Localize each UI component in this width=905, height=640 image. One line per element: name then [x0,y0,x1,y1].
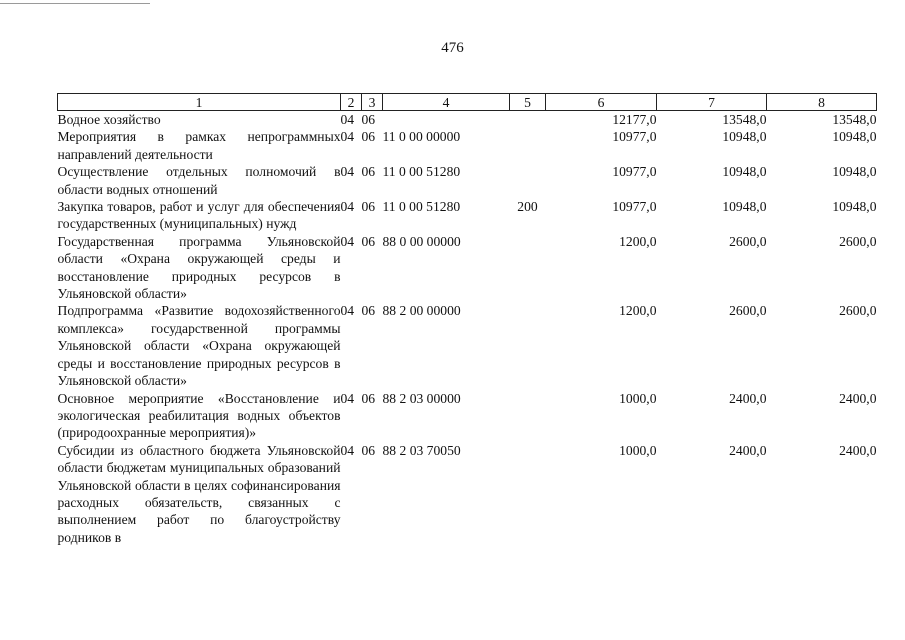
row-amount-7: 2600,0 [729,303,767,319]
row-target-code: 11 0 00 51280 [382,164,461,180]
row-section: 04 [340,129,355,145]
row-subsection: 06 [361,442,376,458]
row-name: Субсидии из областного бюджета Ульяновской области бюджетам муниципальных образований Ульяновской области в целях софинансирования расходных обязательств, связанных с выполнением работ по благоустройству родников в [57,442,341,545]
row-expense-type [510,302,546,389]
row-section: 04 [340,303,355,319]
row-name: Подпрограмма «Развитие водохозяйственного комплекса» государственной программы Ульяновской области «Охрана окружающей среды и восстановление природных ресурсов в Ульяновской области» [57,303,341,389]
row-amount-8: 10948,0 [832,164,877,180]
row-subsection: 06 [361,199,376,215]
row-target-code [383,111,510,129]
row-amount-6: 10977,0 [612,199,657,215]
row-subsection: 06 [361,390,376,406]
row-expense-type [510,442,546,546]
header-col-7: 7 [657,94,767,111]
row-amount-6: 1200,0 [619,303,657,319]
row-subsection: 06 [361,233,376,249]
header-col-2: 2 [341,94,362,111]
row-target-code: 88 2 03 00000 [382,390,461,406]
header-col-3: 3 [362,94,383,111]
row-expense-type [510,128,546,163]
row-target-code: 88 2 03 70050 [382,442,461,458]
row-name: Осуществление отдельных полномочий в области водных отношений [57,164,341,197]
table-row [58,198,877,233]
row-name: Закупка товаров, работ и услуг для обеспечения государственных (муниципальных) нужд [57,199,341,232]
row-amount-7: 10948,0 [722,164,767,180]
budget-table [57,93,877,546]
row-amount-7: 2600,0 [729,233,767,249]
table-row [58,128,877,163]
row-amount-8: 10948,0 [832,199,877,215]
row-section: 04 [340,164,355,180]
row-amount-6: 10977,0 [612,164,657,180]
page-number: 476 [441,40,464,56]
row-section: 04 [340,390,355,406]
row-target-code: 11 0 00 51280 [382,199,461,215]
row-name: Государственная программа Ульяновской области «Охрана окружающей среды и восстановление природных ресурсов в Ульяновской области» [57,233,341,302]
table-row [58,233,877,303]
row-expense-type [510,111,546,129]
row-expense-type [510,233,546,303]
row-section: 04 [340,199,355,215]
row-subsection: 06 [361,164,376,180]
row-subsection: 06 [361,129,376,145]
row-amount-6: 12177,0 [612,112,657,127]
table-row [58,111,877,129]
header-col-8: 8 [767,94,877,111]
row-amount-6: 1000,0 [619,390,657,406]
row-amount-8: 2400,0 [839,442,877,458]
scan-edge-line [0,3,150,4]
header-row [58,94,877,111]
row-amount-8: 2600,0 [839,303,877,319]
row-amount-8: 10948,0 [832,129,877,145]
row-amount-6: 1000,0 [619,442,657,458]
row-amount-6: 10977,0 [612,129,657,145]
row-section: 04 [340,112,355,127]
row-expense-type [510,163,546,198]
row-target-code: 88 0 00 00000 [382,233,461,249]
row-name: Водное хозяйство [57,112,161,127]
row-subsection: 06 [361,112,376,127]
row-expense-type: 200 [517,199,538,215]
table-row [58,390,877,442]
row-amount-8: 13548,0 [832,112,877,127]
row-name: Основное мероприятие «Восстановление и экологическая реабилитация водных объектов (природоохранные мероприятия)» [57,390,341,441]
row-amount-8: 2400,0 [839,390,877,406]
row-amount-8: 2600,0 [839,233,877,249]
header-col-4: 4 [383,94,510,111]
row-amount-7: 2400,0 [729,442,767,458]
header-col-5: 5 [510,94,546,111]
row-amount-7: 2400,0 [729,390,767,406]
row-section: 04 [340,442,355,458]
row-amount-7: 10948,0 [722,129,767,145]
row-name: Мероприятия в рамках непрограммных направлений деятельности [57,129,341,162]
row-amount-7: 10948,0 [722,199,767,215]
row-target-code: 88 2 00 00000 [382,303,461,319]
row-section: 04 [340,233,355,249]
header-col-1: 1 [58,94,341,111]
header-col-6: 6 [546,94,657,111]
row-amount-6: 1200,0 [619,233,657,249]
table-row [58,442,877,546]
table-row [58,302,877,389]
table-row [58,163,877,198]
row-expense-type [510,390,546,442]
row-target-code: 11 0 00 00000 [382,129,461,145]
row-amount-7: 13548,0 [722,112,767,127]
row-subsection: 06 [361,303,376,319]
